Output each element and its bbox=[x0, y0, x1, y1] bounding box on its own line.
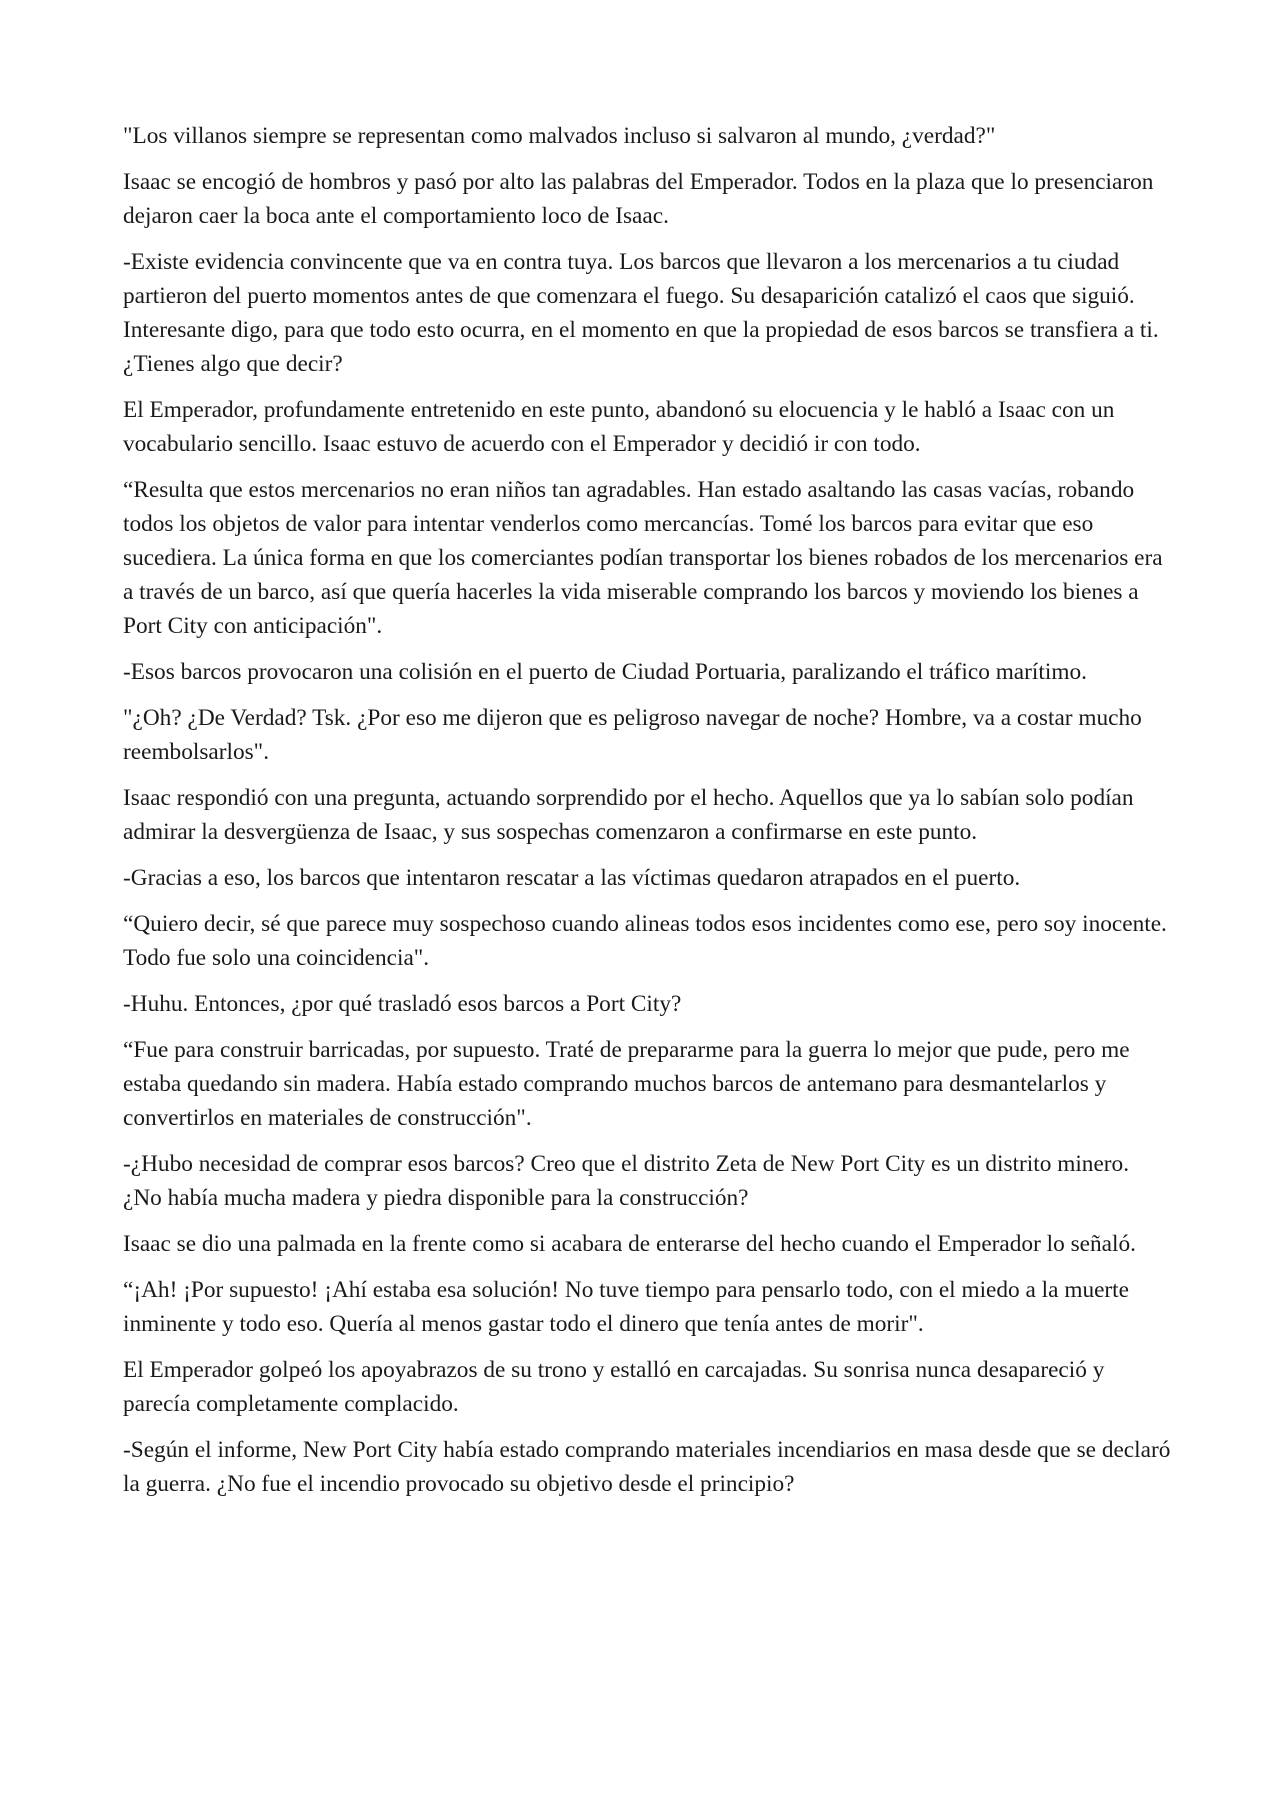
document-body bbox=[123, 119, 1173, 1513]
paragraph-16: El Emperador golpeó los apoyabrazos de su trono y estalló en carcajadas. Su sonrisa nunca desapareció y parecía completamente complacido. bbox=[123, 1357, 1105, 1417]
paragraph-9: -Gracias a eso, los barcos que intentaron rescatar a las víctimas quedaron atrapados en el puerto. bbox=[123, 865, 1021, 891]
paragraph-5: “Resulta que estos mercenarios no eran niños tan agradables. Han estado asaltando las casas vacías, robando todos los objetos de valor para intentar venderlos como mercancías. Tomé los barcos para evitar que eso sucediera. La única forma en que los comerciantes podían transportar los bienes robados de los mercenarios era a través de un barco, así que quería hacerles la vida miserable comprando los barcos y moviendo los bienes a Port City con anticipación". bbox=[123, 477, 1163, 639]
paragraph-14: Isaac se dio una palmada en la frente como si acabara de enterarse del hecho cuando el Emperador lo señaló. bbox=[123, 1231, 1136, 1257]
paragraph-15: “¡Ah! ¡Por supuesto! ¡Ahí estaba esa solución! No tuve tiempo para pensarlo todo, con el miedo a la muerte inminente y todo eso. Quería al menos gastar todo el dinero que tenía antes de morir". bbox=[123, 1277, 1129, 1337]
paragraph-6: -Esos barcos provocaron una colisión en el puerto de Ciudad Portuaria, paralizando el tráfico marítimo. bbox=[123, 659, 1087, 685]
paragraph-12: “Fue para construir barricadas, por supuesto. Traté de prepararme para la guerra lo mejor que pude, pero me estaba quedando sin madera. Había estado comprando muchos barcos de antemano para desmantelarlos y convertirlos en materiales de construcción". bbox=[123, 1037, 1130, 1131]
paragraph-10: “Quiero decir, sé que parece muy sospechoso cuando alineas todos esos incidentes como ese, pero soy inocente. Todo fue solo una coincidencia". bbox=[123, 911, 1167, 971]
paragraph-3: -Existe evidencia convincente que va en contra tuya. Los barcos que llevaron a los mercenarios a tu ciudad partieron del puerto momentos antes de que comenzara el fuego. Su desaparición catalizó el caos que siguió. Interesante digo, para que todo esto ocurra, en el momento en que la propiedad de esos barcos se transfiera a ti. ¿Tienes algo que decir? bbox=[123, 249, 1159, 377]
paragraph-13: -¿Hubo necesidad de comprar esos barcos? Creo que el distrito Zeta de New Port City es un distrito minero. ¿No había mucha madera y piedra disponible para la construcción? bbox=[123, 1151, 1130, 1211]
paragraph-2: Isaac se encogió de hombros y pasó por alto las palabras del Emperador. Todos en la plaza que lo presenciaron dejaron caer la boca ante el comportamiento loco de Isaac. bbox=[123, 169, 1154, 229]
paragraph-17: -Según el informe, New Port City había estado comprando materiales incendiarios en masa desde que se declaró la guerra. ¿No fue el incendio provocado su objetivo desde el principio? bbox=[123, 1437, 1171, 1497]
paragraph-11: -Huhu. Entonces, ¿por qué trasladó esos barcos a Port City? bbox=[123, 991, 682, 1017]
paragraph-8: Isaac respondió con una pregunta, actuando sorprendido por el hecho. Aquellos que ya lo sabían solo podían admirar la desvergüenza de Isaac, y sus sospechas comenzaron a confirmarse en este punto. bbox=[123, 785, 1134, 845]
paragraph-1: "Los villanos siempre se representan como malvados incluso si salvaron al mundo, ¿verdad?" bbox=[123, 123, 996, 149]
paragraph-4: El Emperador, profundamente entretenido en este punto, abandonó su elocuencia y le habló a Isaac con un vocabulario sencillo. Isaac estuvo de acuerdo con el Emperador y decidió ir con todo. bbox=[123, 397, 1115, 457]
paragraph-7: "¿Oh? ¿De Verdad? Tsk. ¿Por eso me dijeron que es peligroso navegar de noche? Hombre, va a costar mucho reembolsarlos". bbox=[123, 705, 1142, 765]
